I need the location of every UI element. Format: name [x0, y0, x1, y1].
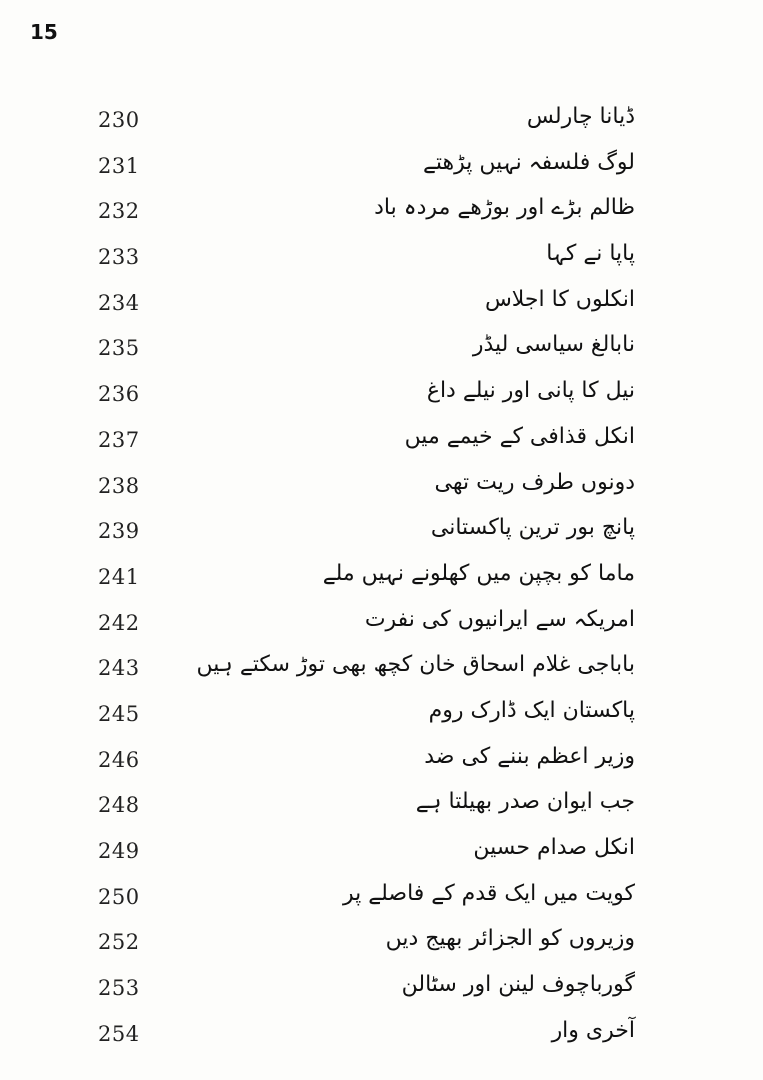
- toc-title: وزیر اعظم بننے کی ضد: [424, 743, 635, 769]
- toc-title: وزیروں کو الجزائر بھیج دیں: [385, 926, 635, 952]
- toc-title: انکلوں کا اجلاس: [484, 286, 635, 312]
- toc-entry: [0, 332, 763, 378]
- toc-page-number: 242: [98, 610, 140, 635]
- toc-title: کویت میں ایک قدم کے فاصلے پر: [342, 880, 635, 906]
- toc-page-number: 243: [98, 656, 140, 681]
- toc-entry: [0, 241, 763, 287]
- toc-page-number: 237: [98, 427, 140, 452]
- toc-title: پاپا نے کہا: [546, 241, 635, 267]
- toc-page-number: 238: [98, 473, 140, 498]
- toc-page-number: 235: [98, 336, 140, 361]
- toc-page-number: 253: [98, 976, 140, 1001]
- toc-entry: [0, 195, 763, 241]
- toc-title: لوگ فلسفہ نہیں پڑھتے: [423, 149, 635, 175]
- toc-entry: [0, 835, 763, 881]
- toc-entry: [0, 652, 763, 698]
- table-of-contents: [0, 104, 763, 1063]
- toc-entry: [0, 881, 763, 927]
- toc-title: ماما کو بچپن میں کھلونے نہیں ملے: [322, 560, 635, 586]
- page-number: 15: [30, 20, 58, 44]
- toc-entry: [0, 515, 763, 561]
- toc-entry: [0, 150, 763, 196]
- toc-entry: [0, 561, 763, 607]
- toc-title: امریکہ سے ایرانیوں کی نفرت: [364, 606, 635, 632]
- toc-title: انکل قذافی کے خیمے میں: [404, 423, 635, 449]
- toc-page-number: 239: [98, 519, 140, 544]
- toc-page-number: 248: [98, 793, 140, 818]
- toc-entry: [0, 378, 763, 424]
- toc-entry: [0, 104, 763, 150]
- toc-entry: [0, 744, 763, 790]
- toc-entry: [0, 1018, 763, 1064]
- toc-entry: [0, 470, 763, 516]
- toc-page-number: 231: [98, 153, 140, 178]
- toc-title: پاکستان ایک ڈارک روم: [428, 697, 635, 723]
- toc-entry: [0, 698, 763, 744]
- toc-entry: [0, 607, 763, 653]
- toc-title: پانچ بور ترین پاکستانی: [430, 515, 635, 541]
- toc-title: باباجی غلام اسحاق خان کچھ بھی توڑ سکتے ہیں: [196, 652, 635, 678]
- toc-page-number: 241: [98, 564, 140, 589]
- toc-page-number: 245: [98, 701, 140, 726]
- toc-page-number: 230: [98, 108, 140, 132]
- toc-page-number: 236: [98, 382, 140, 407]
- toc-page-number: 233: [98, 245, 140, 270]
- toc-entry: [0, 424, 763, 470]
- toc-title: گورباچوف لینن اور سٹالن: [401, 972, 635, 998]
- toc-title: ظالم بڑے اور بوڑھے مردہ باد: [374, 195, 635, 221]
- toc-title: آخری وار: [551, 1017, 635, 1043]
- toc-page-number: 252: [98, 930, 140, 955]
- toc-page-number: 234: [98, 290, 140, 315]
- toc-title: نابالغ سیاسی لیڈر: [472, 332, 635, 358]
- toc-entry: [0, 926, 763, 972]
- toc-title: ڈیانا چارلس: [526, 104, 635, 129]
- toc-page-number: 232: [98, 199, 140, 224]
- toc-title: جب ایوان صدر بھیلتا ہے: [415, 789, 635, 815]
- toc-page-number: 254: [98, 1021, 140, 1046]
- toc-page-number: 246: [98, 747, 140, 772]
- toc-page-number: 249: [98, 839, 140, 863]
- toc-title: نیل کا پانی اور نیلے داغ: [426, 378, 635, 404]
- toc-title: انکل صدام حسین: [473, 835, 635, 860]
- toc-entry: [0, 972, 763, 1018]
- toc-page-number: 250: [98, 884, 140, 909]
- toc-entry: [0, 789, 763, 835]
- toc-title: دونوں طرف ریت تھی: [434, 469, 635, 495]
- toc-entry: [0, 287, 763, 333]
